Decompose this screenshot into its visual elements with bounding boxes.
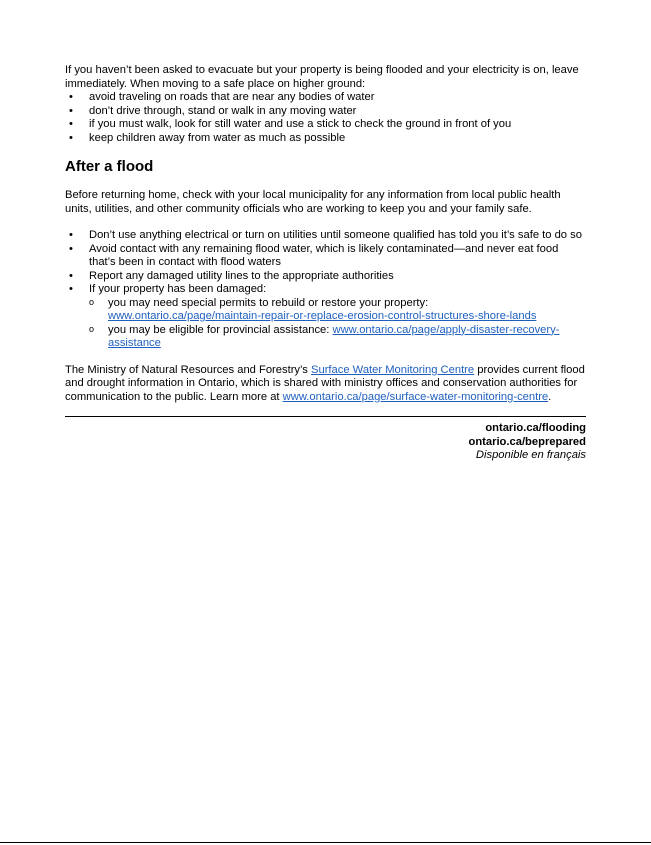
after-flood-heading: After a flood xyxy=(65,158,154,175)
footer-beprepared-url: ontario.ca/beprepared xyxy=(468,435,586,448)
monitoring-centre-url-link[interactable]: www.ontario.ca/page/surface-water-monitoring-centre xyxy=(282,390,549,403)
ministry-paragraph xyxy=(65,364,586,405)
list-item: • if you must walk, look for still water and use a stick to check the ground in front of you xyxy=(65,118,586,132)
sub-list-item-text: you may be eligible for provincial assistance: xyxy=(108,323,333,336)
list-item: • keep children away from water as much as possible xyxy=(65,132,586,146)
intro-paragraph: If you haven’t been asked to evacuate but your property is being flooded and your electricity is on, leave immediately. When moving to a safe place on higher ground: xyxy=(65,64,579,90)
disaster-assistance-link[interactable]: www.ontario.ca/page/apply-disaster-recovery-assistance xyxy=(108,323,560,349)
document-page xyxy=(65,64,586,463)
list-item: • Don’t use anything electrical or turn on utilities until someone qualified has told you it’s safe to do so xyxy=(65,229,586,243)
sub-list-item-text: you may need special permits to rebuild or restore your property: xyxy=(108,296,429,309)
damage-sub-list xyxy=(65,297,586,351)
erosion-control-link[interactable]: www.ontario.ca/page/maintain-repair-or-replace-erosion-control-structures-shore-lands xyxy=(108,310,537,322)
footer-french-note: Disponible en français xyxy=(475,449,586,461)
footer-flooding-url: ontario.ca/flooding xyxy=(485,422,586,434)
list-item: • don’t drive through, stand or walk in any moving water xyxy=(65,105,586,119)
intro-bullet-list xyxy=(65,91,586,145)
list-item xyxy=(65,283,586,351)
list-item: • Report any damaged utility lines to the appropriate authorities xyxy=(65,270,586,284)
sub-list-item xyxy=(65,297,586,324)
monitoring-centre-link[interactable]: Surface Water Monitoring Centre xyxy=(311,363,475,376)
after-flood-paragraph: Before returning home, check with your local municipality for any information from local public health units, utilities, and other community officials who are working to keep you and your family safe. xyxy=(65,189,561,215)
ministry-text-pre: The Ministry of Natural Resources and Forestry’s xyxy=(65,363,312,376)
footer xyxy=(65,422,586,463)
after-flood-bullet-list xyxy=(65,229,586,351)
list-item: • avoid traveling on roads that are near any bodies of water xyxy=(65,91,586,105)
ministry-text-post: . xyxy=(548,390,552,403)
page-edge-divider xyxy=(0,842,651,843)
divider xyxy=(65,416,586,417)
sub-list-item xyxy=(65,324,586,351)
list-item-label: If your property has been damaged: xyxy=(89,283,267,295)
list-item: • Avoid contact with any remaining flood water, which is likely contaminated—and never eat food that’s been in contact with flood waters xyxy=(65,243,586,270)
ministry-text-mid: provides current flood and drought information in Ontario, which is shared with ministry offices and conservation authorities for communication to the public. Learn more at xyxy=(65,363,585,403)
